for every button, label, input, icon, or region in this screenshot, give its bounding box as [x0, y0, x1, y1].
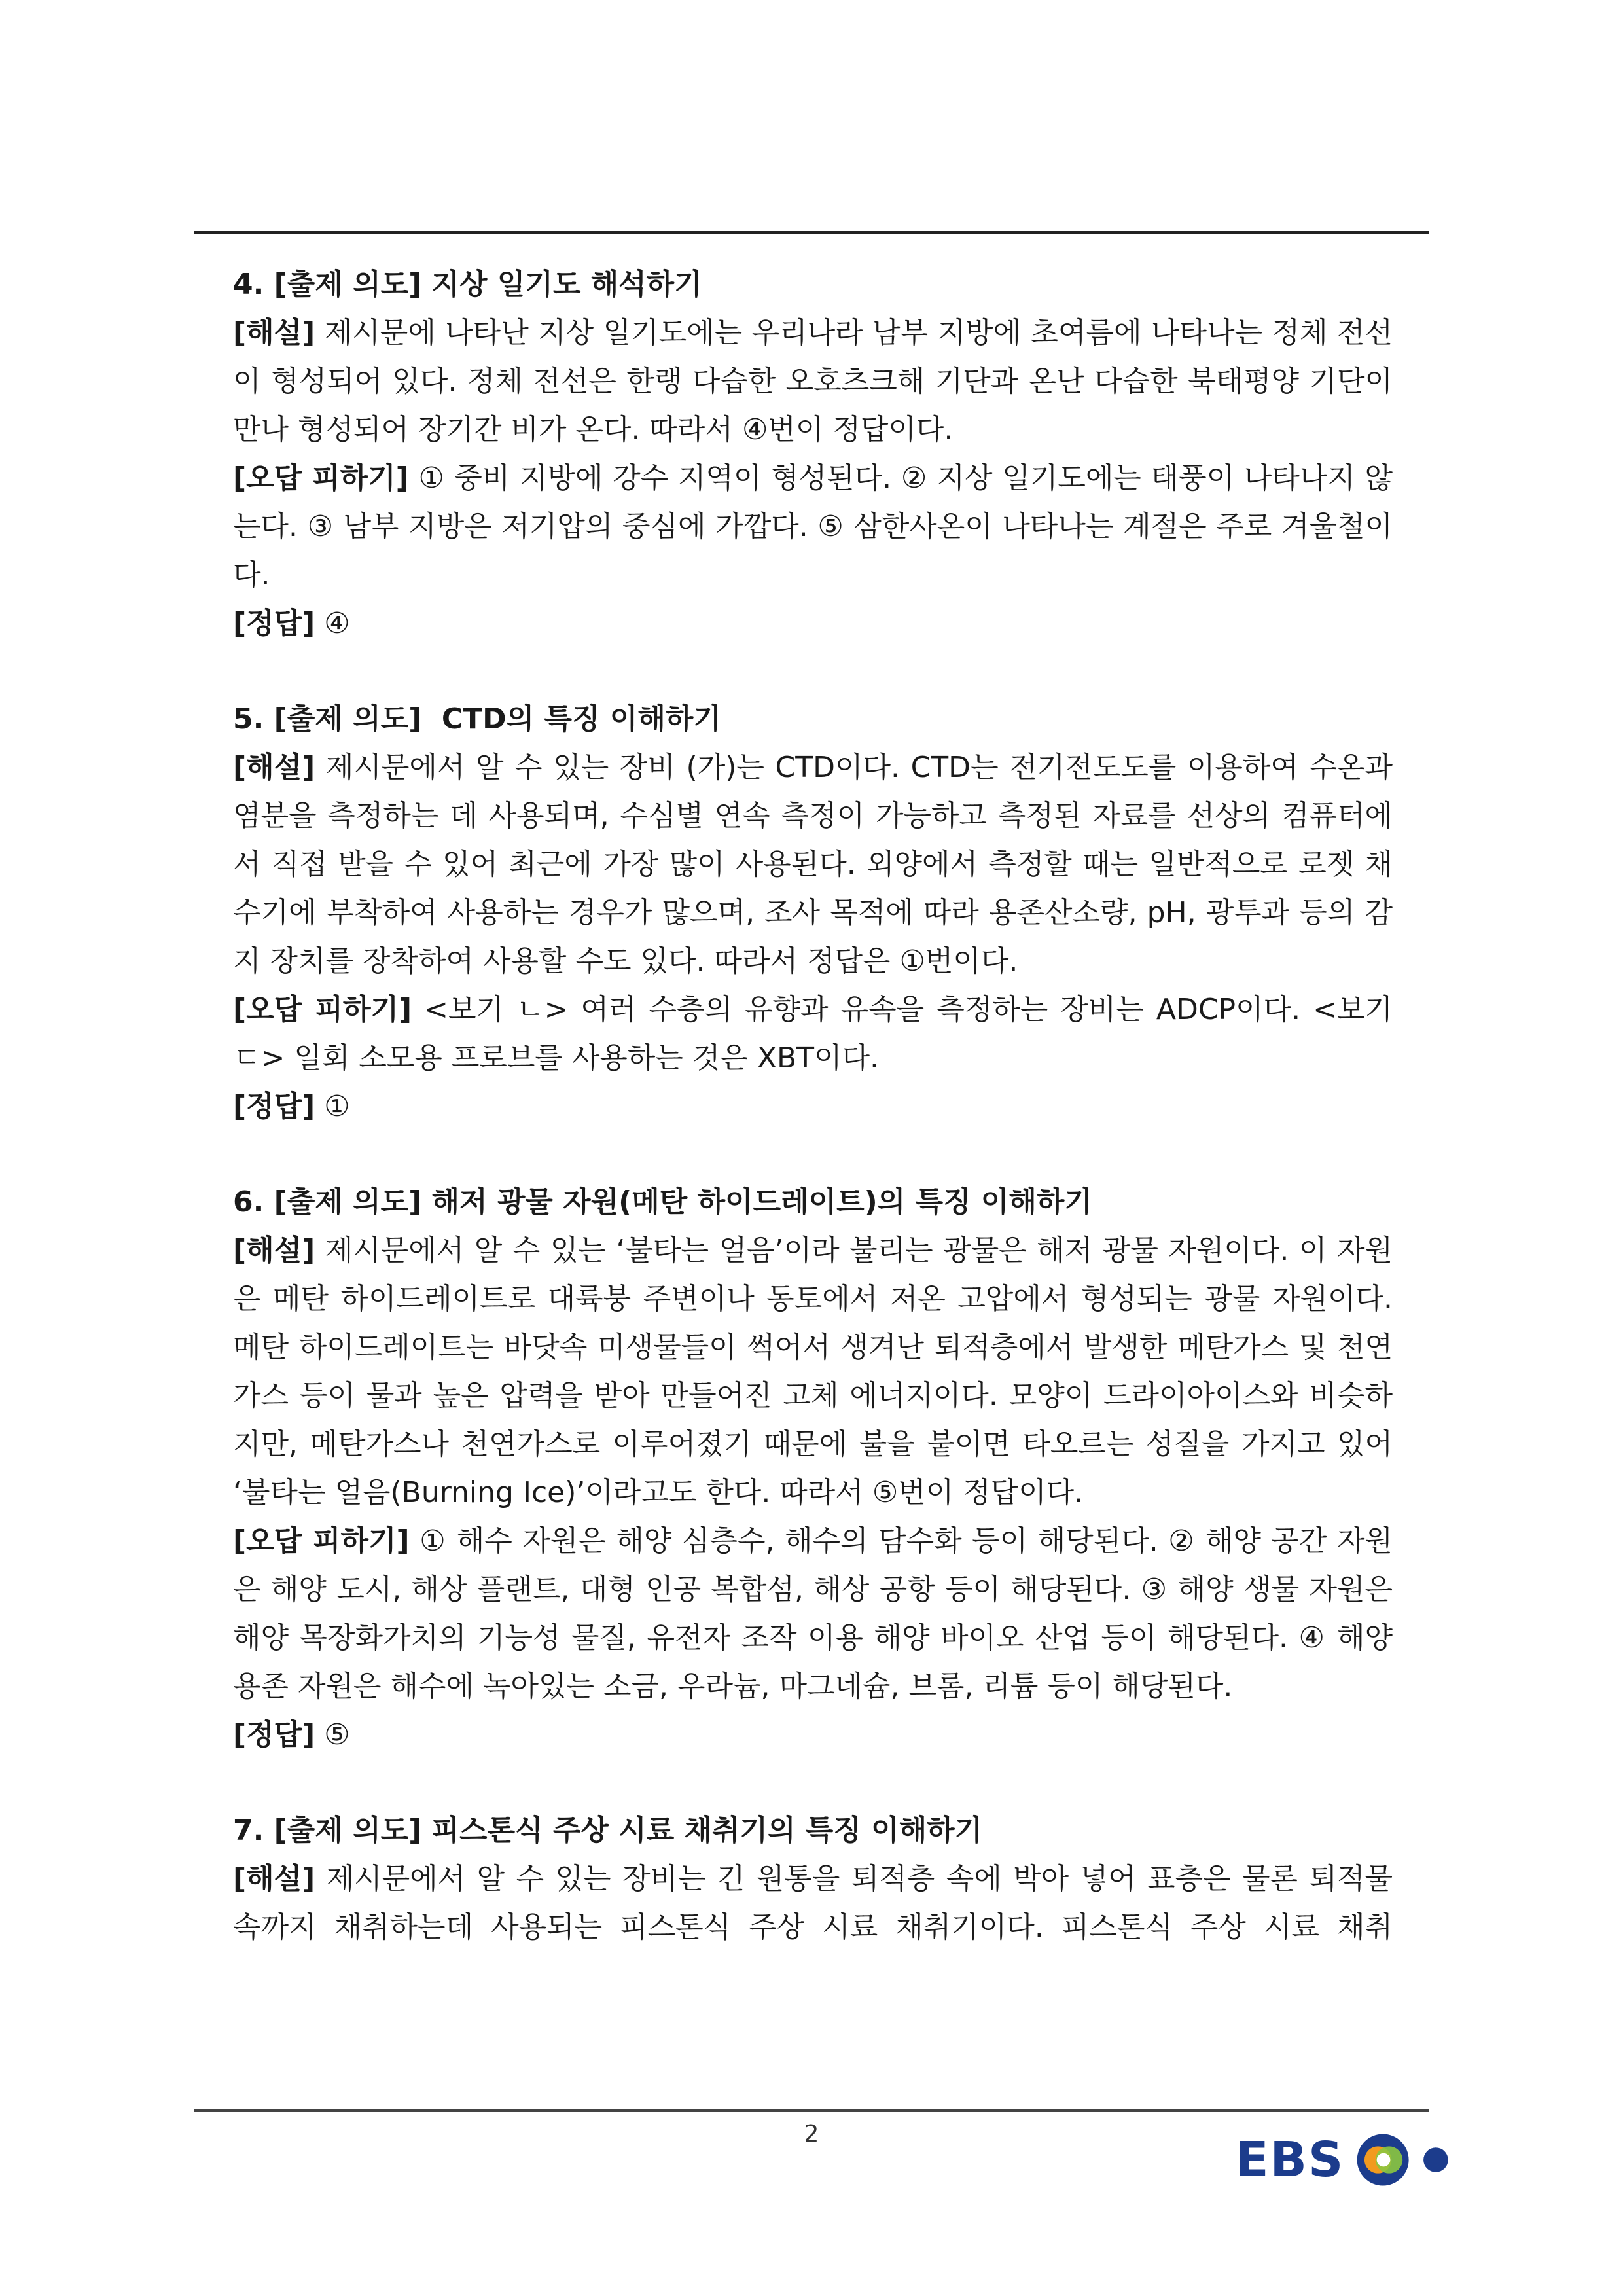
header-rule: [194, 231, 1429, 234]
answer-value: ①: [315, 1090, 350, 1123]
logo-inner-white: [1377, 2153, 1391, 2167]
question-title: 4. [출제 의도] 지상 일기도 해석하기: [233, 268, 702, 301]
wrong-answer-label: [오답 피하기]: [233, 461, 409, 495]
answer-line: [233, 1711, 1393, 1759]
explanation-label: [해설]: [233, 1234, 315, 1267]
explanation-label: [해설]: [233, 751, 315, 784]
ebs-logo-text: EBS: [1236, 2132, 1345, 2188]
explanation-text: 제시문에서 알 수 있는 장비 (가)는 CTD이다. CTD는 전기전도도를 이용하여 수온과 염분을 측정하는 데 사용되며, 수심별 연속 측정이 가능하고 측정된 자료를 선상의 컴퓨터에서 직접 받을 수 있어 최근에 가장 많이 사용된다. 외양에서 측정할 때는 일반적으로 로젯 채수기에 부착하여 사용하는 경우가 많으며, 조사 목적에 따라 용존산소량, pH, 광투과 등의 감지 장치를 장착하여 사용할 수도 있다. 따라서 정답은 ①번이다.: [233, 751, 1393, 978]
logo-dot: [1423, 2147, 1448, 2172]
wrong-answer-label: [오답 피하기]: [233, 993, 412, 1026]
answer-label: [정답]: [233, 607, 315, 640]
question-5: [233, 695, 1393, 1131]
wrong-answer-paragraph: [233, 454, 1393, 600]
explanation-text: 제시문에서 알 수 있는 장비는 긴 원통을 퇴적층 속에 박아 넣어 표층은 물론 퇴적물 속까지 채취하는데 사용되는 피스톤식 주상 시료 채취기이다. 피스톤식 주상 시료 채취: [233, 1862, 1393, 1944]
wrong-answer-text: ① 해수 자원은 해양 심층수, 해수의 담수화 등이 해당된다. ② 해양 공간 자원은 해양 도시, 해상 플랜트, 대형 인공 복합섬, 해상 공항 등이 해당된다. ③ 해양 생물 자원은 해양 목장화가치의 기능성 물질, 유전자 조작 이용 해양 바이오 산업 등이 해당된다. ④ 해양 용존 자원은 해수에 녹아있는 소금, 우라늄, 마그네슘, 브롬, 리튬 등이 해당된다.: [233, 1524, 1393, 1703]
explanation-paragraph: [233, 744, 1393, 986]
ebs-logo: [1236, 2124, 1458, 2196]
ebs-logo-icon: [1353, 2128, 1458, 2191]
answer-label: [정답]: [233, 1090, 315, 1123]
answer-line: [233, 1083, 1393, 1131]
explanation-label: [해설]: [233, 316, 315, 350]
wrong-answer-paragraph: [233, 1517, 1393, 1711]
question-4: [233, 260, 1393, 648]
page-number: 2: [804, 2121, 819, 2147]
explanation-paragraph: [233, 309, 1393, 454]
answer-value: ⑤: [315, 1718, 350, 1751]
wrong-answer-text: <보기 ㄴ> 여러 수층의 유향과 유속을 측정하는 장비는 ADCP이다. <보기 ㄷ> 일회 소모용 프로브를 사용하는 것은 XBT이다.: [233, 993, 1393, 1075]
wrong-answer-text: ① 중비 지방에 강수 지역이 형성된다. ② 지상 일기도에는 태풍이 나타나지 않는다. ③ 남부 지방은 저기압의 중심에 가깝다. ⑤ 삼한사온이 나타나는 계절은 주로 겨울철이다.: [233, 461, 1393, 592]
answer-value: ④: [315, 607, 350, 640]
question-6: [233, 1178, 1393, 1759]
explanation-text: 제시문에서 알 수 있는 ‘불타는 얼음’이라 불리는 광물은 해저 광물 자원이다. 이 자원은 메탄 하이드레이트로 대륙붕 주변이나 동토에서 저온 고압에서 형성되는 광물 자원이다. 메탄 하이드레이트는 바닷속 미생물들이 썩어서 생겨난 퇴적층에서 발생한 메탄가스 및 천연가스 등이 물과 높은 압력을 받아 만들어진 고체 에너지이다. 모양이 드라이아이스와 비슷하지만, 메탄가스나 천연가스로 이루어졌기 때문에 불을 붙이면 타오르는 성질을 가지고 있어 ‘불타는 얼음(Burning Ice)’이라고도 한다. 따라서 ⑤번이 정답이다.: [233, 1234, 1393, 1509]
explanation-paragraph: [233, 1227, 1393, 1517]
wrong-answer-paragraph: [233, 986, 1393, 1083]
question-7: [233, 1806, 1393, 1952]
question-title: 5. [출제 의도] CTD의 특징 이해하기: [233, 702, 721, 736]
page-content: [233, 260, 1393, 1952]
explanation-label: [해설]: [233, 1862, 315, 1895]
explanation-paragraph: [233, 1855, 1393, 1952]
explanation-text: 제시문에 나타난 지상 일기도에는 우리나라 남부 지방에 초여름에 나타나는 정체 전선이 형성되어 있다. 정체 전선은 한랭 다습한 오호츠크해 기단과 온난 다습한 북태평양 기단이 만나 형성되어 장기간 비가 온다. 따라서 ④번이 정답이다.: [233, 316, 1393, 446]
question-title: 7. [출제 의도] 피스톤식 주상 시료 채취기의 특징 이해하기: [233, 1814, 983, 1847]
question-title: 6. [출제 의도] 해저 광물 자원(메탄 하이드레이트)의 특징 이해하기: [233, 1185, 1092, 1219]
answer-line: [233, 600, 1393, 648]
answer-label: [정답]: [233, 1718, 315, 1751]
wrong-answer-label: [오답 피하기]: [233, 1524, 410, 1558]
footer-rule: [194, 2109, 1429, 2112]
